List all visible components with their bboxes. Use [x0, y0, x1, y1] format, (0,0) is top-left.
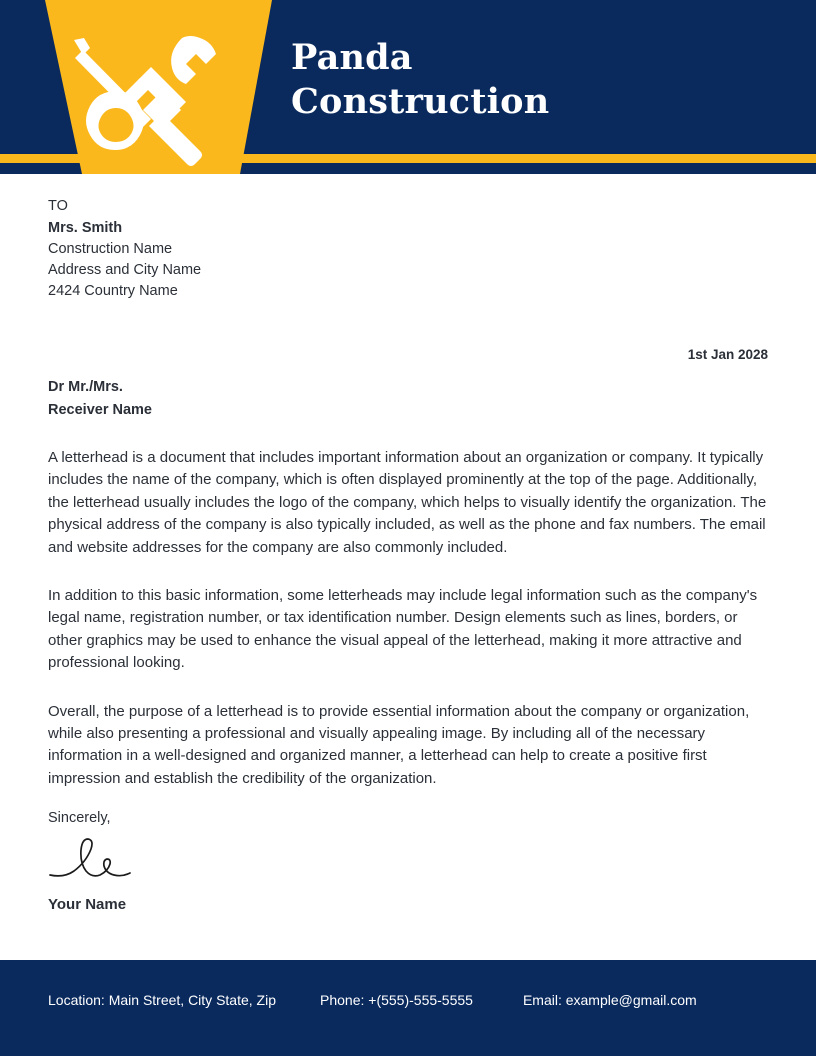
- recipient-block: [48, 196, 768, 302]
- recipient-country: 2424 Country Name: [48, 283, 178, 299]
- footer-phone: Phone: +(555)-555-5555: [320, 992, 473, 1008]
- recipient-company: Construction Name: [48, 241, 173, 257]
- paragraph-2: In addition to this basic information, some letterheads may include legal information such as the company's legal name, registration number, or tax identification number. Design elements such as lines, borders, or other graphics may be used to enhance the visual appeal of the letterhead, making it more attractive and professional looking.: [48, 587, 758, 672]
- salutation-name: Receiver Name: [48, 402, 152, 418]
- company-name-line2: Construction: [291, 81, 550, 122]
- to-label: TO: [48, 198, 68, 214]
- salutation-title: Dr Mr./Mrs.: [48, 379, 123, 395]
- letterhead-footer: [0, 960, 816, 1056]
- company-name: [291, 36, 549, 124]
- footer-contact-row: [48, 992, 768, 1008]
- footer-email: Email: example@gmail.com: [522, 992, 697, 1008]
- company-name-line1: Panda: [291, 37, 413, 78]
- signoff-text: Sincerely,: [48, 810, 111, 827]
- letter-body: [48, 196, 768, 913]
- recipient-address: Address and City Name: [48, 262, 202, 278]
- handwritten-signature-icon: [48, 835, 168, 883]
- letterhead-header: [0, 0, 816, 174]
- signer-name: Your Name: [48, 896, 127, 914]
- letter-paragraphs: [48, 447, 768, 790]
- paragraph-3: Overall, the purpose of a letterhead is to provide essential information about the company or organization, while also presenting a professional and visually appealing image. By including all of the necessary information in a well-designed and organized manner, a letterhead can help to create a positive first impression and establish the credibility of the organization.: [48, 702, 750, 787]
- logo-badge: [0, 0, 320, 178]
- footer-location: Location: Main Street, City State, Zip: [48, 992, 276, 1008]
- salutation-block: [48, 376, 768, 422]
- recipient-name: Mrs. Smith: [48, 220, 123, 236]
- letter-date: 1st Jan 2028: [687, 347, 768, 362]
- paragraph-1: A letterhead is a document that includes important information about an organization or company. It typically includes the name of the company, which is often displayed prominently at the top of the page. Additionally, the letterhead usually includes the logo of the company, which helps to visually identify the organization. The physical address of the company is also typically included, as well as the phone and fax numbers. The email and website addresses for the company are also commonly included.: [48, 449, 767, 556]
